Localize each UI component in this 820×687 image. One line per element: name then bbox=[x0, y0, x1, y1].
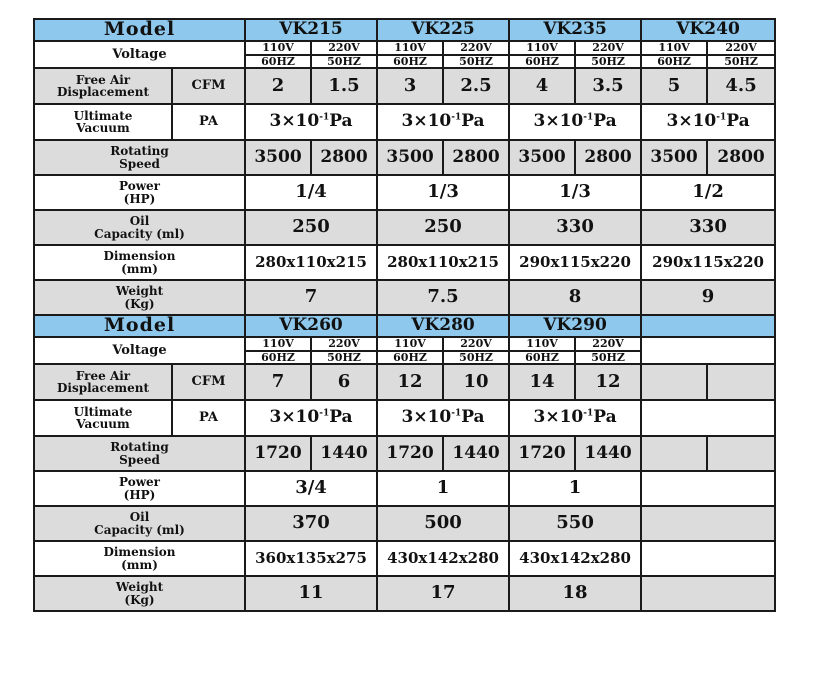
speed-value: 3500 bbox=[509, 140, 575, 175]
power-value: 1 bbox=[509, 471, 641, 506]
voltage-value: 220V bbox=[707, 41, 775, 55]
voltage-value: 220V bbox=[311, 41, 377, 55]
weight-label-text: (Kg) bbox=[124, 592, 155, 607]
oil-row bbox=[34, 506, 775, 541]
empty-cell bbox=[641, 506, 775, 541]
weight-row bbox=[34, 280, 775, 315]
empty-cell bbox=[641, 576, 775, 611]
dimension-row bbox=[34, 245, 775, 280]
speed-value: 2800 bbox=[311, 140, 377, 175]
frequency-value: 60HZ bbox=[245, 351, 311, 365]
vacuum-label-text: Ultimate bbox=[73, 404, 133, 419]
weight-value: 18 bbox=[509, 576, 641, 611]
speed-value: 1720 bbox=[377, 436, 443, 471]
oil-value: 500 bbox=[377, 506, 509, 541]
oil-label bbox=[34, 210, 245, 245]
power-row bbox=[34, 175, 775, 210]
weight-value: 7 bbox=[245, 280, 377, 315]
free-air-value: 2 bbox=[245, 68, 311, 104]
voltage-value: 110V bbox=[641, 41, 707, 55]
oil-label-text: Capacity (ml) bbox=[94, 226, 185, 241]
vacuum-exponent: -1 bbox=[583, 408, 594, 419]
weight-value: 11 bbox=[245, 576, 377, 611]
frequency-value: 50HZ bbox=[443, 55, 509, 69]
frequency-value: 60HZ bbox=[641, 55, 707, 69]
voltage-value: 110V bbox=[509, 41, 575, 55]
vacuum-exponent: -1 bbox=[319, 112, 330, 123]
power-value: 1 bbox=[377, 471, 509, 506]
weight-label-text: Weight bbox=[115, 580, 164, 595]
power-value: 3/4 bbox=[245, 471, 377, 506]
vacuum-value bbox=[245, 400, 377, 436]
model-name: VK290 bbox=[509, 315, 641, 337]
weight-label-text: Weight bbox=[115, 284, 164, 298]
free-air-value: 14 bbox=[509, 364, 575, 400]
power-label-text: Power bbox=[119, 179, 160, 193]
dimension-row bbox=[34, 541, 775, 576]
weight-label bbox=[34, 280, 245, 315]
free-air-label-text: Displacement bbox=[57, 85, 149, 100]
dimension-value: 430x142x280 bbox=[509, 541, 641, 576]
model-header: Model bbox=[34, 315, 245, 337]
frequency-value: 50HZ bbox=[311, 351, 377, 365]
vacuum-row bbox=[34, 104, 775, 140]
vacuum-exponent: -1 bbox=[583, 112, 594, 123]
free-air-value: 2.5 bbox=[443, 68, 509, 104]
free-air-label-text: Free Air bbox=[75, 72, 131, 87]
oil-value: 250 bbox=[245, 210, 377, 245]
vacuum-unit: PA bbox=[172, 104, 245, 140]
vacuum-unit-suffix: Pa bbox=[593, 407, 617, 428]
voltage-value: 220V bbox=[443, 41, 509, 55]
power-label-text: Power bbox=[119, 475, 160, 490]
dimension-value: 360x135x275 bbox=[245, 541, 377, 576]
model-name: VK215 bbox=[245, 19, 377, 41]
dimension-value: 280x110x215 bbox=[245, 245, 377, 280]
model-name: VK240 bbox=[641, 19, 775, 41]
power-label bbox=[34, 175, 245, 210]
free-air-label bbox=[34, 364, 172, 400]
weight-value: 9 bbox=[641, 280, 775, 315]
weight-value: 8 bbox=[509, 280, 641, 315]
free-air-value: 4.5 bbox=[707, 68, 775, 104]
dimension-label-text: (mm) bbox=[121, 557, 158, 572]
oil-value: 370 bbox=[245, 506, 377, 541]
weight-label bbox=[34, 576, 245, 611]
voltage-row bbox=[34, 41, 775, 55]
weight-value: 17 bbox=[377, 576, 509, 611]
free-air-value: 7 bbox=[245, 364, 311, 400]
speed-label bbox=[34, 140, 245, 175]
speed-row bbox=[34, 140, 775, 175]
empty-cell bbox=[641, 315, 775, 337]
vacuum-unit-suffix: Pa bbox=[461, 111, 485, 132]
frequency-value: 60HZ bbox=[509, 55, 575, 69]
vacuum-unit-suffix: Pa bbox=[329, 111, 353, 132]
dimension-label bbox=[34, 245, 245, 280]
vacuum-value bbox=[245, 104, 377, 140]
dimension-value: 430x142x280 bbox=[377, 541, 509, 576]
weight-value: 7.5 bbox=[377, 280, 509, 315]
speed-value: 2800 bbox=[443, 140, 509, 175]
speed-label-text: Rotating bbox=[110, 440, 169, 455]
oil-value: 330 bbox=[641, 210, 775, 245]
speed-value: 3500 bbox=[245, 140, 311, 175]
speed-row bbox=[34, 436, 775, 471]
vacuum-base: 3×10 bbox=[401, 111, 452, 132]
vacuum-base: 3×10 bbox=[401, 407, 452, 428]
speed-label bbox=[34, 436, 245, 471]
weight-label-text: (Kg) bbox=[124, 296, 155, 311]
oil-row bbox=[34, 210, 775, 245]
vacuum-label bbox=[34, 104, 172, 140]
dimension-value: 290x115x220 bbox=[509, 245, 641, 280]
vacuum-label-text: Vacuum bbox=[76, 417, 130, 432]
vacuum-exponent: -1 bbox=[451, 112, 462, 123]
oil-value: 330 bbox=[509, 210, 641, 245]
empty-cell bbox=[641, 471, 775, 506]
voltage-value: 110V bbox=[245, 337, 311, 351]
voltage-value: 220V bbox=[443, 337, 509, 351]
model-row bbox=[34, 19, 775, 41]
power-value: 1/4 bbox=[245, 175, 377, 210]
vacuum-exponent: -1 bbox=[716, 112, 727, 123]
vacuum-exponent: -1 bbox=[451, 408, 462, 419]
power-label bbox=[34, 471, 245, 506]
empty-cell bbox=[707, 436, 775, 471]
vacuum-base: 3×10 bbox=[269, 407, 320, 428]
free-air-value: 3 bbox=[377, 68, 443, 104]
vacuum-label-text: Vacuum bbox=[76, 121, 130, 136]
speed-value: 1440 bbox=[443, 436, 509, 471]
empty-cell bbox=[641, 541, 775, 576]
speed-label-text: Rotating bbox=[110, 144, 169, 158]
vacuum-value bbox=[377, 104, 509, 140]
free-air-value: 1.5 bbox=[311, 68, 377, 104]
speed-value: 3500 bbox=[641, 140, 707, 175]
power-value: 1/3 bbox=[377, 175, 509, 210]
free-air-value: 4 bbox=[509, 68, 575, 104]
frequency-value: 60HZ bbox=[509, 351, 575, 365]
speed-value: 3500 bbox=[377, 140, 443, 175]
empty-cell bbox=[707, 364, 775, 400]
vacuum-row bbox=[34, 400, 775, 436]
frequency-value: 60HZ bbox=[245, 55, 311, 69]
empty-cell bbox=[641, 436, 707, 471]
model-name: VK260 bbox=[245, 315, 377, 337]
power-value: 1/2 bbox=[641, 175, 775, 210]
free-air-row bbox=[34, 364, 775, 400]
dimension-value: 280x110x215 bbox=[377, 245, 509, 280]
free-air-label-text: Displacement bbox=[57, 381, 149, 396]
vacuum-unit-suffix: Pa bbox=[726, 111, 750, 132]
speed-value: 1720 bbox=[245, 436, 311, 471]
vacuum-value bbox=[509, 400, 641, 436]
weight-row bbox=[34, 576, 775, 611]
dimension-label bbox=[34, 541, 245, 576]
vacuum-value bbox=[509, 104, 641, 140]
speed-label-text: Speed bbox=[119, 452, 160, 467]
frequency-value: 50HZ bbox=[443, 351, 509, 365]
vacuum-unit-suffix: Pa bbox=[329, 407, 353, 428]
dimension-label-text: Dimension bbox=[103, 545, 176, 560]
oil-value: 250 bbox=[377, 210, 509, 245]
speed-value: 2800 bbox=[707, 140, 775, 175]
free-air-value: 3.5 bbox=[575, 68, 641, 104]
free-air-value: 12 bbox=[377, 364, 443, 400]
oil-label-text: Capacity (ml) bbox=[94, 522, 185, 537]
vacuum-unit-suffix: Pa bbox=[461, 407, 485, 428]
oil-label bbox=[34, 506, 245, 541]
vacuum-value bbox=[641, 104, 775, 140]
dimension-label-text: (mm) bbox=[121, 261, 158, 276]
speed-value: 1440 bbox=[311, 436, 377, 471]
vacuum-base: 3×10 bbox=[533, 111, 584, 132]
dimension-value: 290x115x220 bbox=[641, 245, 775, 280]
voltage-label: Voltage bbox=[34, 41, 245, 68]
oil-label-text: Oil bbox=[129, 510, 150, 525]
voltage-value: 220V bbox=[575, 337, 641, 351]
voltage-value: 220V bbox=[311, 337, 377, 351]
free-air-label-text: Free Air bbox=[75, 368, 131, 383]
spec-table bbox=[33, 18, 776, 612]
frequency-value: 50HZ bbox=[575, 351, 641, 365]
vacuum-unit: PA bbox=[172, 400, 245, 436]
voltage-value: 110V bbox=[377, 337, 443, 351]
free-air-value: 6 bbox=[311, 364, 377, 400]
voltage-value: 110V bbox=[377, 41, 443, 55]
voltage-value: 110V bbox=[245, 41, 311, 55]
power-row bbox=[34, 471, 775, 506]
free-air-label bbox=[34, 68, 172, 104]
frequency-value: 60HZ bbox=[377, 55, 443, 69]
model-name: VK225 bbox=[377, 19, 509, 41]
vacuum-label-text: Ultimate bbox=[73, 108, 133, 123]
vacuum-exponent: -1 bbox=[319, 408, 330, 419]
power-label-text: (HP) bbox=[123, 487, 156, 502]
power-value: 1/3 bbox=[509, 175, 641, 210]
dimension-label-text: Dimension bbox=[103, 249, 176, 263]
speed-value: 2800 bbox=[575, 140, 641, 175]
empty-cell bbox=[641, 400, 775, 436]
vacuum-base: 3×10 bbox=[666, 111, 717, 132]
model-row bbox=[34, 315, 775, 337]
empty-cell bbox=[641, 364, 707, 400]
free-air-unit: CFM bbox=[172, 68, 245, 104]
model-name: VK235 bbox=[509, 19, 641, 41]
voltage-value: 220V bbox=[575, 41, 641, 55]
frequency-value: 50HZ bbox=[575, 55, 641, 69]
oil-value: 550 bbox=[509, 506, 641, 541]
empty-cell bbox=[641, 337, 775, 364]
frequency-value: 50HZ bbox=[311, 55, 377, 69]
free-air-value: 12 bbox=[575, 364, 641, 400]
voltage-label: Voltage bbox=[34, 337, 245, 364]
power-label-text: (HP) bbox=[123, 191, 156, 206]
speed-value: 1720 bbox=[509, 436, 575, 471]
vacuum-base: 3×10 bbox=[533, 407, 584, 428]
model-header: Model bbox=[34, 19, 245, 41]
speed-label-text: Speed bbox=[119, 156, 160, 171]
speed-value: 1440 bbox=[575, 436, 641, 471]
free-air-value: 10 bbox=[443, 364, 509, 400]
vacuum-unit-suffix: Pa bbox=[593, 111, 617, 132]
free-air-value: 5 bbox=[641, 68, 707, 104]
vacuum-base: 3×10 bbox=[269, 111, 320, 132]
oil-label-text: Oil bbox=[129, 214, 150, 228]
free-air-unit: CFM bbox=[172, 364, 245, 400]
vacuum-value bbox=[377, 400, 509, 436]
voltage-value: 110V bbox=[509, 337, 575, 351]
vacuum-label bbox=[34, 400, 172, 436]
free-air-row bbox=[34, 68, 775, 104]
frequency-value: 50HZ bbox=[707, 55, 775, 69]
voltage-row bbox=[34, 337, 775, 351]
frequency-value: 60HZ bbox=[377, 351, 443, 365]
model-name: VK280 bbox=[377, 315, 509, 337]
